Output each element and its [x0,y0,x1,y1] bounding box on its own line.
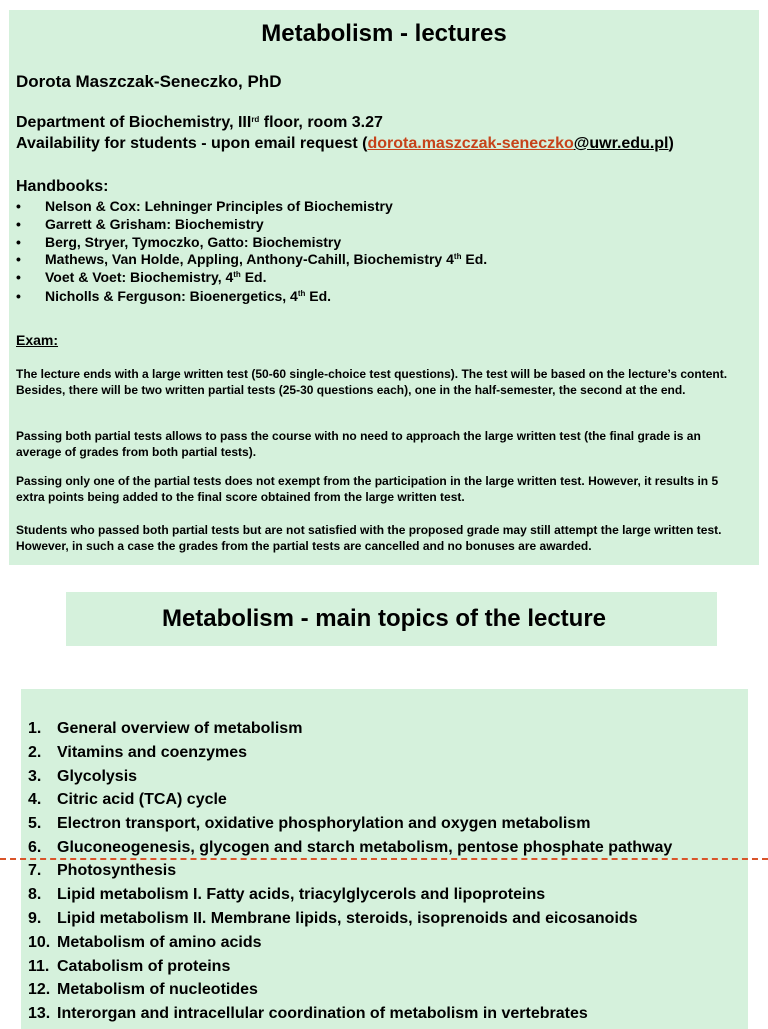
handbook-after: Ed. [305,288,332,304]
exam-heading: Exam: [16,332,59,348]
topic-number: 4. [28,791,42,808]
topic-item [28,934,261,952]
department-line [16,114,383,132]
page-break-divider [0,858,768,860]
topic-item [28,981,258,999]
topic-item [28,768,137,786]
topic-text: Metabolism of nucleotides [57,981,258,998]
handbook-text: Nicholls & Ferguson: Bioenergetics, 4 [45,288,298,304]
handbook-item [16,251,487,267]
bullet: • [16,216,21,232]
topic-text: Gluconeogenesis, glycogen and starch metabolism, pentose phosphate pathway [57,839,673,856]
topic-number: 10. [28,934,51,951]
email-domain[interactable]: @uwr.edu.pl [573,135,669,152]
topic-number: 11. [28,958,50,975]
bullet: • [16,251,21,267]
handbooks-heading: Handbooks: [16,178,109,195]
handbook-item [16,269,267,285]
topic-text: General overview of metabolism [57,720,303,737]
topics-heading: Metabolism - main topics of the lecture [161,605,607,632]
exam-paragraph: Students who passed both partial tests but are not satisfied with the proposed grade may still attempt the large written test. However, in such a case the grades from the partial tests are cancelled and no bonuses are awarded. [16,523,722,553]
handbook-item [16,216,264,232]
topic-number: 8. [28,886,42,903]
topic-number: 5. [28,815,42,832]
topic-text: Vitamins and coenzymes [57,744,247,761]
topic-text: Lipid metabolism II. Membrane lipids, steroids, isoprenoids and eicosanoids [57,910,638,927]
bullet: • [16,269,21,285]
department-after: floor, room 3.27 [259,114,383,131]
handbook-item [16,288,331,304]
handbook-item [16,234,341,250]
topic-number: 12. [28,981,51,998]
topic-item [28,886,545,904]
topic-text: Photosynthesis [57,862,177,879]
exam-paragraph: Passing only one of the partial tests does not exempt from the participation in the large written test. However, it results in 5 extra points being added to the final score obtained from the large written test. [16,474,719,504]
exam-paragraph: The lecture ends with a large written test (50-60 single-choice test questions). The test will be based on the lecture’s content. Besides, there will be two written partial tests (25-30 questions each), one in the half-semester, the second at the end. [16,367,728,397]
bullet: • [16,288,21,304]
bullet: • [16,198,21,214]
topic-text: Lipid metabolism I. Fatty acids, triacylglycerols and lipoproteins [57,886,546,903]
exam-paragraph: Passing both partial tests allows to pass the course with no need to approach the large written test (the final grade is an average of grades from both partial tests). [16,429,701,459]
handbook-sup: th [453,252,462,261]
handbook-text: Nelson & Cox: Lehninger Principles of Biochemistry [45,198,393,214]
topic-item [28,839,672,857]
topic-text: Metabolism of amino acids [57,934,262,951]
availability-line [16,135,674,153]
handbook-sup: th [233,270,241,279]
topic-number: 6. [28,839,42,856]
topic-item [28,910,638,928]
handbook-text: Garrett & Grisham: Biochemistry [45,216,264,232]
topic-item [28,720,302,738]
topic-number: 9. [28,910,42,927]
handbook-text: Berg, Stryer, Tymoczko, Gatto: Biochemistry [45,234,342,250]
topic-text: Electron transport, oxidative phosphorylation and oxygen metabolism [57,815,591,832]
author-name: Dorota Maszczak-Seneczko, PhD [16,72,282,91]
handbook-sup: th [297,289,306,298]
bullet: • [16,234,21,250]
handbook-text: Voet & Voet: Biochemistry, 4 [45,269,234,285]
department-sup: rd [251,115,260,124]
topic-item [28,958,230,976]
topic-item [28,1005,588,1023]
topic-text: Glycolysis [57,768,138,785]
topic-item [28,862,176,880]
topic-item [28,791,227,809]
topic-item [28,815,590,833]
email-link[interactable]: dorota.maszczak-seneczko [367,135,574,152]
handbook-item [16,198,393,214]
handbook-after: Ed. [461,251,488,267]
handbook-text: Mathews, Van Holde, Appling, Anthony-Cahill, Biochemistry 4 [45,251,454,267]
topic-number: 2. [28,744,42,761]
topic-text: Catabolism of proteins [57,958,231,975]
department-text: Department of Biochemistry, III [16,114,252,131]
topic-number: 1. [28,720,42,737]
availability-close: ) [668,135,674,152]
topic-number: 13. [28,1005,51,1022]
page-title: Metabolism - lectures [261,20,507,47]
topic-number: 3. [28,768,42,785]
topic-number: 7. [28,862,42,879]
topic-item [28,744,247,762]
handbook-after: Ed. [240,269,267,285]
availability-text: Availability for students - upon email request ( [16,135,368,152]
topic-text: Citric acid (TCA) cycle [57,791,227,808]
topic-text: Interorgan and intracellular coordination of metabolism in vertebrates [57,1005,588,1022]
